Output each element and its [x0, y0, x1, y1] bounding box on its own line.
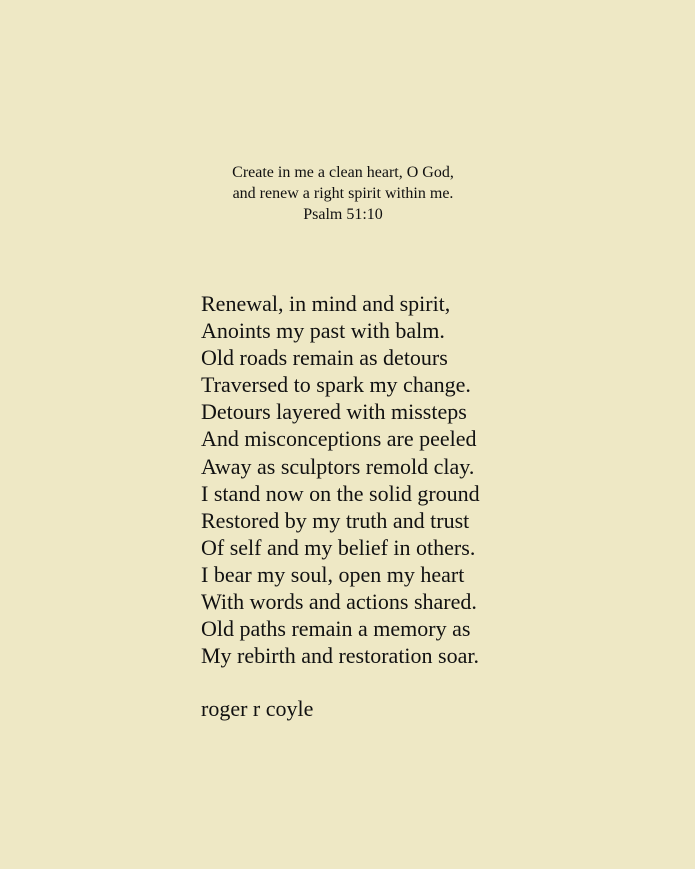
epigraph-citation: Psalm 51:10	[303, 206, 383, 223]
poem-line: With words and actions shared.	[201, 589, 477, 615]
poem-line: I bear my soul, open my heart	[201, 561, 465, 587]
poem-line: Away as sculptors remold clay.	[201, 453, 475, 479]
poem-line: Traversed to spark my change.	[201, 372, 471, 398]
poem-body	[201, 290, 480, 669]
epigraph	[0, 162, 686, 225]
poem-line: Old roads remain as detours	[201, 345, 448, 371]
epigraph-line: and renew a right spirit within me.	[232, 185, 454, 202]
poem-line: Renewal, in mind and spirit,	[201, 291, 451, 316]
poem-line: I stand now on the solid ground	[201, 480, 480, 506]
poem-line: Restored by my truth and trust	[201, 507, 470, 533]
author-signature: roger r coyle	[201, 696, 314, 721]
poem-line: And misconceptions are peeled	[201, 426, 477, 452]
poem-line: Old paths remain a memory as	[201, 616, 471, 642]
poem-line: Of self and my belief in others.	[201, 534, 476, 560]
epigraph-line: Create in me a clean heart, O God,	[232, 164, 454, 181]
poem-line: My rebirth and restoration soar.	[201, 643, 479, 669]
poem-line: Detours layered with missteps	[201, 399, 467, 425]
poem-line: Anoints my past with balm.	[201, 318, 445, 344]
